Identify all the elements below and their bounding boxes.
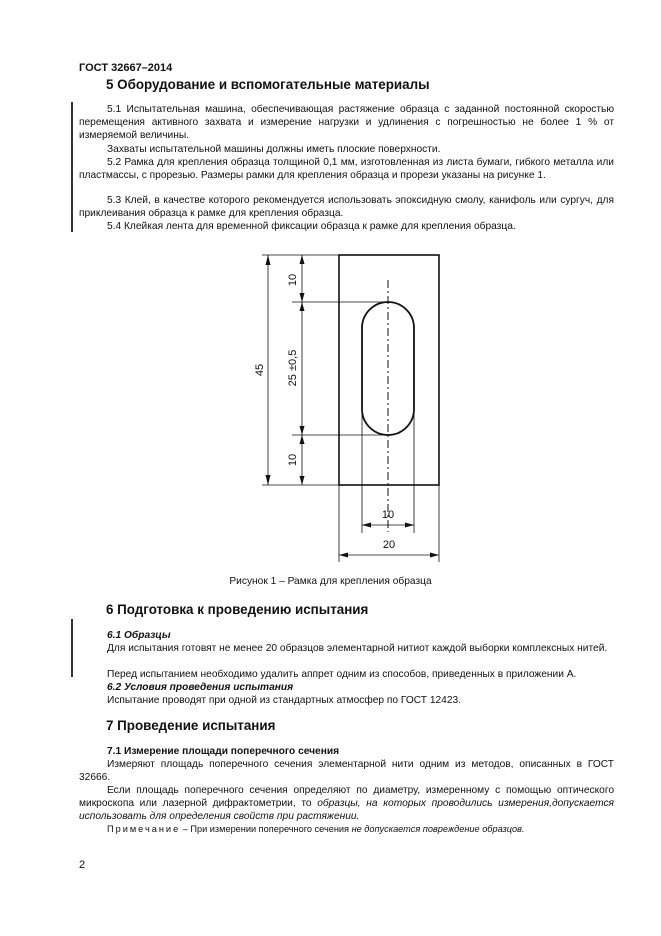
dim-label-slot-width: 10 <box>381 509 395 521</box>
dim-label-slot-length: 25 ±0,5 <box>287 349 299 387</box>
paragraph-6-2: Испытание проводят при одной из стандартных атмосфер по ГОСТ 12423. <box>107 695 461 706</box>
paragraph-7-1: Измеряют площадь поперечного сечения элементарной нити одним из методов, описанных в ГОСТ 32666. <box>79 759 614 784</box>
frame-outline <box>339 255 439 485</box>
figure-caption: Рисунок 1 – Рамка для крепления образца <box>229 576 432 587</box>
note-label: Примечание <box>107 824 181 834</box>
figure-frame-drawing <box>250 250 460 575</box>
section-6-title: 6 Подготовка к проведению испытания <box>106 602 369 617</box>
paragraph-5-1-grips: Захваты испытательной машины должны иметь плоские поверхности. <box>107 144 441 155</box>
change-bar <box>71 619 73 677</box>
subsection-6-2-title: 6.2 Условия проведения испытания <box>107 682 294 693</box>
paragraph-6-1-sizing: Перед испытанием необходимо удалить аппрет одним из способов, приведенных в приложении А. <box>107 669 577 680</box>
dim-label-45: 45 <box>254 363 266 377</box>
frame-drawing-svg <box>250 250 460 570</box>
page-number: 2 <box>79 859 86 871</box>
paragraph-5-4: 5.4 Клейкая лента для временной фиксации образца к рамке для крепления образца. <box>107 221 516 232</box>
section-7-title: 7 Проведение испытания <box>106 718 276 733</box>
note-italic: не допускается повреждение образцов. <box>351 824 525 834</box>
paragraph-7-1-diameter-italic: образцы, на которых проводились измерения,допускается использовать для определения свойств при растяжении. <box>79 798 615 823</box>
subsection-6-1-title: 6.1 Образцы <box>107 630 171 641</box>
paragraph-6-1: Для испытания готовят не менее 20 образцов элементарной нитиот каждой выборки комплексных нитей. <box>107 643 608 654</box>
change-bar <box>71 102 73 232</box>
dim-label-top: 10 <box>287 273 299 287</box>
paragraph-5-2: 5.2 Рамка для крепления образца толщиной 0,1 мм, изготовленная из листа бумаги, гибкого металла или пластмассы, с прорезью. Размеры рамки для крепления образца и прорези указаны на рисунке 1. <box>79 157 614 182</box>
paragraph-7-1-diameter <box>79 784 614 824</box>
paragraph-5-1: 5.1 Испытательная машина, обеспечивающая растяжение образца с заданной постоянной скоростью перемещения активного захвата и измерение нагрузки и удлинения с погрешностью не более 1 % от измеряемой величины. <box>79 104 614 142</box>
dim-label-frame-width: 20 <box>382 539 396 551</box>
section-5-title: 5 Оборудование и вспомогательные материалы <box>106 77 430 92</box>
dim-label-bottom: 10 <box>287 453 299 467</box>
note-text: – При измерении поперечного сечения <box>180 824 352 834</box>
subsection-7-1-title: 7.1 Измерение площади поперечного сечения <box>107 746 340 757</box>
document-id: ГОСТ 32667–2014 <box>79 62 173 74</box>
paragraph-5-3: 5.3 Клей, в качестве которого рекомендуется использовать эпоксидную смолу, канифоль или сургуч, для приклеивания образца к рамке для крепления образца. <box>79 195 614 220</box>
paragraph-7-1-diameter-text: Если площадь поперечного сечения определяют по диаметру, измеренному с помощью оптического микроскопа или лазерной дифрактометрии, то <box>79 785 614 810</box>
note <box>79 823 614 836</box>
